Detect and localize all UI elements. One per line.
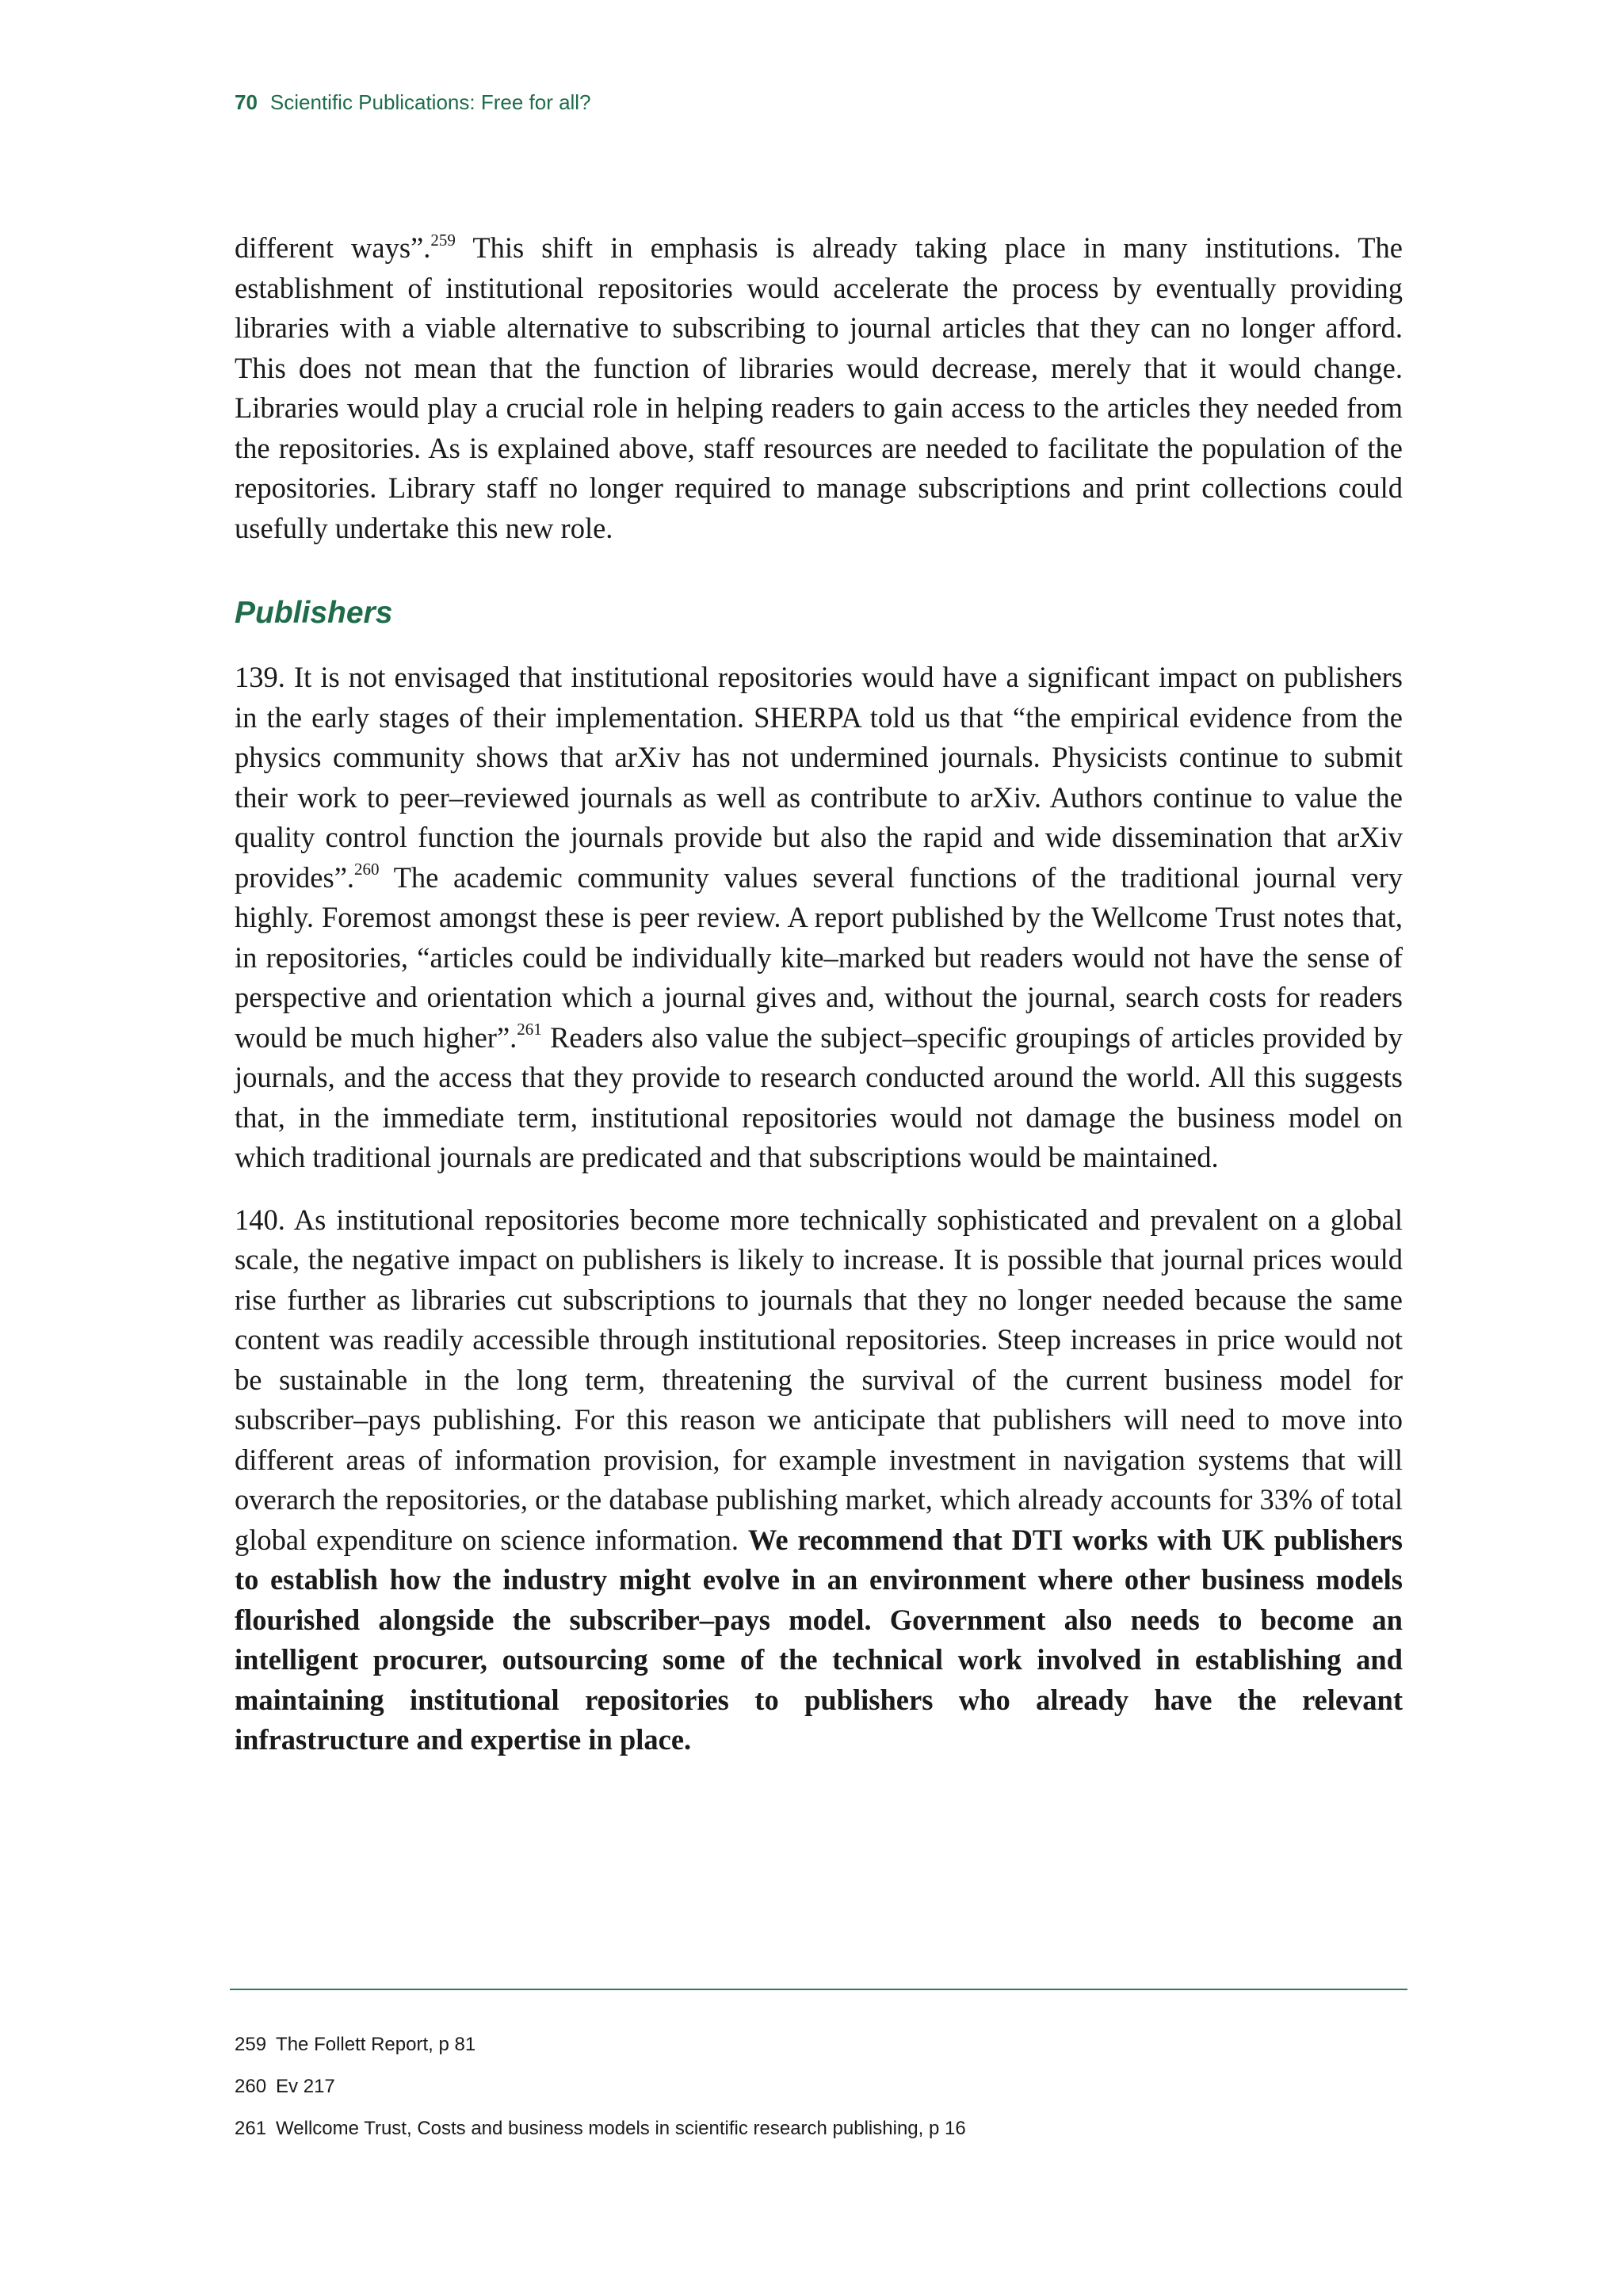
main-text	[235, 228, 1403, 1760]
paragraph-text: 140. As institutional repositories become more technically sophisticated and prevalent on a global scale, the negative impact on publishers is likely to increase. It is possible that journal prices would rise further as libraries cut subscriptions to journals that they no longer needed because the same content was readily accessible through institutional repositories. Steep increases in price would not be sustainable in the long term, threatening the survival of the current business model for subscriber–pays publishing. For this reason we anticipate that publishers will need to move into different areas of information provision, for example investment in navigation systems that will overarch the repositories, or the database publishing market, which already accounts for 33% of total global expenditure on science information.	[235, 1203, 1403, 1556]
footnote-text: Ev 217	[276, 2076, 335, 2097]
footnote-261	[235, 2117, 966, 2141]
paragraph-continued	[235, 228, 1403, 548]
paragraph-text: Readers also value the subject–specific groupings of articles provided by journals, and the access that they provide to research conducted around the world. All this suggests that, in the immediate term, institutional repositories would not damage the business model on which traditional journals are predicated and that subscriptions would be maintained.	[235, 1020, 1403, 1173]
footnote-number: 260	[235, 2076, 267, 2097]
footnote-number: 261	[235, 2118, 267, 2139]
paragraph-139	[235, 658, 1403, 1178]
footnote-number: 259	[235, 2034, 267, 2055]
footnote-259	[235, 2033, 966, 2057]
paragraph-text: different ways”.	[235, 231, 431, 264]
footnote-ref-261[interactable]: 261	[517, 1020, 542, 1039]
paragraph-text: 139. It is not envisaged that institutional repositories would have a significant impact on publishers in the early stages of their implementation. SHERPA told us that “the empirical evidence from the physics community shows that arXiv has not undermined journals. Physicists continue to submit their work to peer–reviewed journals as well as contribute to arXiv. Authors continue to value the quality control function the journals provide but also the rapid and wide dissemination that arXiv provides”.	[235, 661, 1403, 894]
running-title: Scientific Publications: Free for all?	[269, 90, 591, 114]
footnote-260	[235, 2075, 966, 2099]
paragraph-text: This shift in emphasis is already taking place in many institutions. The establishment of institutional repositories would accelerate the process by eventually providing libraries with a viable alternative to subscribing to journal articles that they can no longer afford. This does not mean that the function of libraries would decrease, merely that it would change. Libraries would play a crucial role in helping readers to gain access to the articles they needed from the repositories. As is explained above, staff resources are needed to facilitate the population of the repositories. Library staff no longer required to manage subscriptions and print collections could usefully undertake this new role.	[235, 231, 1403, 544]
footnote-ref-259[interactable]: 259	[430, 230, 456, 250]
footnote-text: The Follett Report, p 81	[276, 2034, 476, 2055]
paragraph-140	[235, 1200, 1403, 1760]
footnotes	[235, 2033, 966, 2159]
recommendation-bold-text: We recommend that DTI works with UK publishers to establish how the industry might evolve in an environment where other business models flourished alongside the subscriber–pays model. Government also needs to become an intelligent procurer, outsourcing some of the technical work involved in establishing and maintaining institutional repositories to publishers who already have the relevant infrastructure and expertise in place.	[235, 1523, 1403, 1756]
footnote-ref-260[interactable]: 260	[354, 860, 380, 879]
footnote-text: Wellcome Trust, Costs and business models in scientific research publishing, p 16	[276, 2118, 966, 2139]
running-header	[235, 90, 591, 115]
paragraph-text: The academic community values several functions of the traditional journal very highly. Foremost amongst these is peer review. A report published by the Wellcome Trust notes that, in repositories, “articles could be individually kite–marked but readers would not have the sense of perspective and orientation which a journal gives and, without the journal, search costs for readers would be much higher”.	[235, 860, 1403, 1054]
footnote-divider	[230, 1989, 1407, 1990]
section-heading-publishers: Publishers	[235, 596, 393, 630]
page-number: 70	[235, 90, 258, 114]
